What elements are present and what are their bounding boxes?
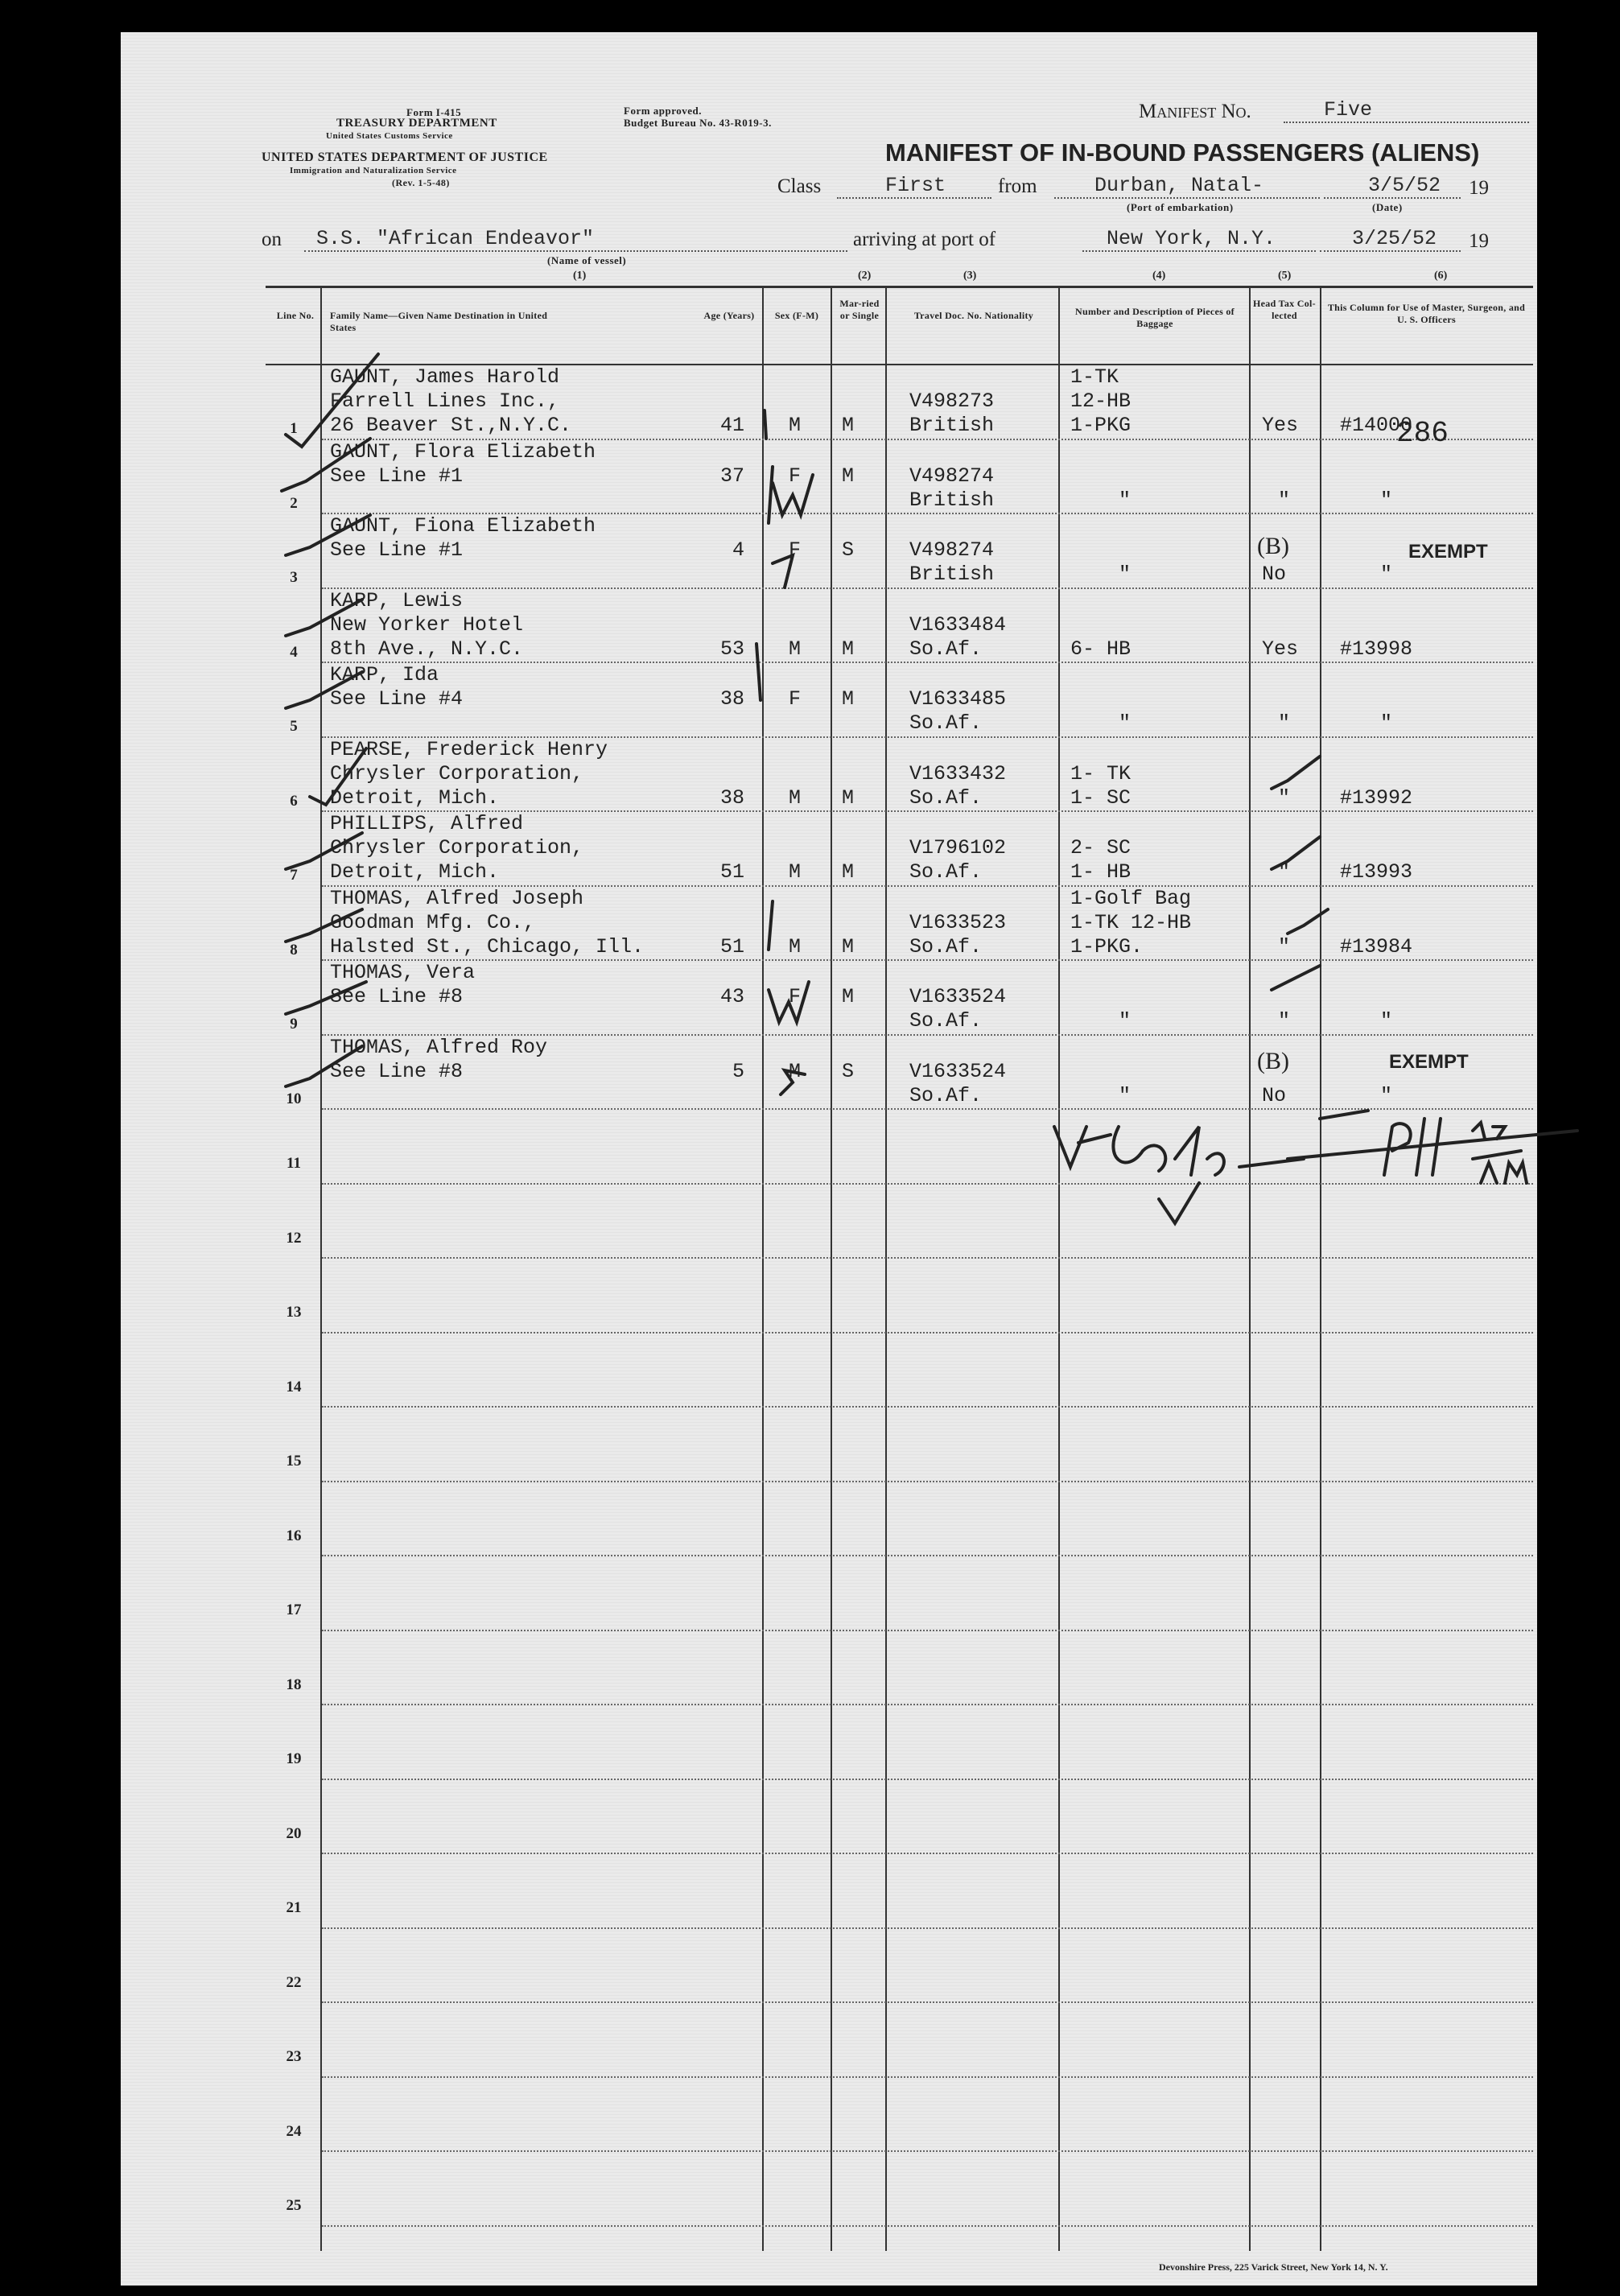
exempt-stamp-row10: EXEMPT — [1389, 1051, 1469, 1073]
line-number: 24 — [286, 2122, 302, 2140]
passenger-name: THOMAS, Alfred Joseph — [330, 886, 584, 910]
col-head-officers: This Column for Use of Master, Surgeon, and U. S. Officers — [1327, 302, 1526, 325]
marital-status: M — [842, 637, 855, 661]
baggage-item: 1-PKG. — [1070, 934, 1144, 958]
baggage-item: 1- TK — [1070, 761, 1132, 785]
travel-doc-number: V1633432 — [909, 761, 1007, 785]
officer-note: " — [1380, 563, 1393, 586]
form-approved: Form approved. — [624, 105, 703, 117]
officer-note: #13992 — [1340, 785, 1413, 810]
baggage-item: " — [1119, 711, 1132, 735]
sex-value: M — [789, 637, 802, 661]
form-number: Form I-415 — [406, 106, 462, 118]
marital-status: M — [842, 860, 855, 884]
destination-line: See Line #8 — [330, 985, 464, 1008]
margin-tick — [769, 901, 773, 950]
form-revision: (Rev. 1-5-48) — [392, 177, 450, 188]
baggage-item: " — [1119, 563, 1132, 586]
age-value: 38 — [719, 785, 744, 810]
age-value: 5 — [732, 1059, 744, 1083]
age-value: 43 — [719, 985, 744, 1008]
marital-status: M — [842, 934, 855, 958]
head-tax-value: " — [1278, 785, 1291, 810]
marital-status: M — [842, 414, 855, 437]
passenger-name: KARP, Lewis — [330, 588, 464, 612]
budget-bureau: Budget Bureau No. 43-R019-3. — [624, 117, 772, 129]
b-mark-row3: (B) — [1257, 533, 1289, 559]
port-embarkation-value: Durban, Natal- — [1054, 174, 1320, 199]
line-number: 9 — [290, 1016, 298, 1033]
head-tax-value: Yes — [1262, 637, 1299, 661]
nationality: So.Af. — [909, 711, 983, 735]
baggage-item: " — [1119, 1083, 1132, 1107]
baggage-item: 1-Golf Bag — [1070, 886, 1192, 910]
sex-value: M — [789, 1059, 802, 1083]
destination-line: Chrysler Corporation, — [330, 836, 584, 859]
baggage-item: " — [1119, 488, 1132, 512]
line-number: 16 — [286, 1527, 302, 1544]
date-caption: (Date) — [1372, 201, 1403, 213]
check-mark — [286, 515, 370, 555]
line-number: 7 — [290, 867, 298, 884]
col-head-baggage: Number and Description of Pieces of Baggage — [1075, 306, 1235, 329]
line-number: 17 — [286, 1601, 302, 1618]
destination-line: Farrell Lines Inc., — [330, 390, 560, 413]
sex-value: F — [789, 464, 802, 488]
sex-value: F — [789, 985, 802, 1008]
col-num-2: (2) — [858, 270, 872, 282]
destination-line: New Yorker Hotel — [330, 612, 524, 637]
initial-d — [773, 555, 793, 587]
nationality: So.Af. — [909, 934, 983, 958]
head-tax-value: " — [1278, 711, 1291, 735]
col-head-sex: Sex (F-M) — [774, 310, 819, 321]
officer-checkmark — [1272, 756, 1320, 789]
class-value: First — [837, 174, 991, 199]
head-tax-value: " — [1278, 1009, 1291, 1033]
officer-note: #13998 — [1340, 637, 1413, 661]
check-mark — [286, 672, 362, 708]
line-number: 10 — [286, 1090, 302, 1107]
baggage-item: " — [1119, 1009, 1132, 1033]
age-value: 41 — [719, 414, 744, 437]
destination-line: Chrysler Corporation, — [330, 761, 584, 785]
line-number: 14 — [286, 1378, 302, 1395]
line-number: 21 — [286, 1899, 302, 1916]
on-label: on — [262, 229, 282, 250]
passenger-name: PHILLIPS, Alfred — [330, 812, 524, 835]
age-value: 4 — [732, 538, 744, 562]
head-tax-value: Yes — [1262, 414, 1299, 437]
age-value: 51 — [719, 934, 744, 958]
line-number: 20 — [286, 1824, 302, 1842]
check-mark — [286, 909, 362, 942]
nationality: So.Af. — [909, 860, 983, 884]
margin-tick — [769, 467, 773, 523]
officer-checkmark — [1272, 837, 1320, 869]
passenger-name: KARP, Ida — [330, 663, 439, 686]
officer-note: #13993 — [1340, 860, 1413, 884]
officer-note: " — [1380, 1083, 1393, 1107]
travel-doc-number: V498274 — [909, 538, 995, 562]
vessel-caption: (Name of vessel) — [547, 254, 627, 266]
baggage-item: 1-PKG — [1070, 414, 1132, 437]
line-number: 1 — [290, 420, 298, 437]
line-number: 25 — [286, 2197, 302, 2214]
col-head-head-tax: Head Tax Col-lected — [1253, 298, 1316, 321]
nationality: British — [909, 488, 995, 512]
baggage-item: 1- HB — [1070, 860, 1132, 884]
age-value: 53 — [719, 637, 744, 661]
arrival-date-value: 3/25/52 — [1320, 227, 1461, 252]
head-tax-value: " — [1278, 488, 1291, 512]
passenger-name: GAUNT, Flora Elizabeth — [330, 439, 596, 464]
nationality: So.Af. — [909, 1083, 983, 1107]
sex-value: M — [789, 785, 802, 810]
travel-doc-number: V1633484 — [909, 612, 1007, 637]
age-value: 38 — [719, 687, 744, 711]
line-number: 22 — [286, 1973, 302, 1991]
line-number: 12 — [286, 1229, 302, 1247]
travel-doc-number: V1633524 — [909, 985, 1007, 1008]
destination-line: Detroit, Mich. — [330, 860, 500, 884]
col-num-1: (1) — [573, 270, 587, 282]
check-mark — [282, 439, 370, 491]
officer-checkmark — [1288, 909, 1328, 934]
travel-doc-number: V1633485 — [909, 687, 1007, 711]
officer-note: " — [1380, 711, 1393, 735]
passenger-name: THOMAS, Vera — [330, 961, 476, 984]
line-number: 18 — [286, 1676, 302, 1693]
nationality: British — [909, 563, 995, 586]
sex-value: M — [789, 414, 802, 437]
time-annotation — [1473, 1123, 1527, 1183]
line-number: 15 — [286, 1453, 302, 1470]
nationality: So.Af. — [909, 785, 983, 810]
signature — [1054, 1111, 1577, 1175]
b-mark-row10: (B) — [1257, 1048, 1289, 1074]
signature-check — [1159, 1183, 1199, 1223]
class-label: Class — [777, 175, 822, 197]
sex-value: M — [789, 934, 802, 958]
nationality: So.Af. — [909, 1009, 983, 1033]
passenger-name: PEARSE, Frederick Henry — [330, 737, 608, 761]
marital-status: M — [842, 687, 855, 711]
treasury-dept: TREASURY DEPARTMENT — [336, 117, 497, 130]
line-number: 3 — [290, 569, 298, 586]
initial-w — [769, 982, 809, 1022]
marital-status: M — [842, 464, 855, 488]
head-tax-value: No — [1262, 563, 1287, 586]
check-mark — [310, 748, 366, 805]
arriving-label: arriving at port of — [853, 229, 996, 250]
line-number: 6 — [290, 792, 298, 810]
destination-line: See Line #1 — [330, 538, 464, 562]
age-value: 37 — [719, 464, 744, 488]
passenger-name: GAUNT, James Harold — [330, 365, 560, 389]
manifest-no-value: Five — [1284, 98, 1529, 123]
col-num-6: (6) — [1434, 270, 1448, 282]
baggage-item: 1-TK — [1070, 365, 1119, 389]
year-label: 19 — [1469, 177, 1489, 199]
nationality: So.Af. — [909, 637, 983, 661]
travel-doc-number: V498273 — [909, 390, 995, 413]
head-tax-value: " — [1278, 860, 1291, 884]
destination-line: See Line #4 — [330, 687, 464, 711]
destination-line: See Line #8 — [330, 1059, 464, 1083]
col-num-4: (4) — [1152, 270, 1166, 282]
travel-doc-number: V1633524 — [909, 1059, 1007, 1083]
travel-doc-number: V498274 — [909, 464, 995, 488]
check-mark — [286, 354, 378, 447]
justice-dept: UNITED STATES DEPARTMENT OF JUSTICE — [262, 150, 548, 164]
arrival-port-value: New York, N.Y. — [1082, 227, 1316, 252]
initial-s — [781, 1070, 805, 1094]
marital-status: M — [842, 985, 855, 1008]
age-value: 51 — [719, 860, 744, 884]
check-mark — [286, 600, 362, 636]
check-mark — [286, 1046, 362, 1086]
col-num-5: (5) — [1278, 270, 1292, 282]
baggage-item: 2- SC — [1070, 836, 1132, 859]
nationality: British — [909, 414, 995, 437]
ins-service: Immigration and Naturalization Service — [290, 166, 457, 175]
head-tax-value: No — [1262, 1083, 1287, 1107]
baggage-item: 1- SC — [1070, 785, 1132, 810]
col-head-married: Mar-ried or Single — [839, 298, 880, 321]
baggage-item: 1-TK 12-HB — [1070, 910, 1192, 934]
margin-tick — [756, 644, 761, 700]
officer-note: " — [1380, 1009, 1393, 1033]
line-number: 19 — [286, 1750, 302, 1767]
col-head-age: Age (Years) — [703, 310, 755, 321]
destination-line: Halsted St., Chicago, Ill. — [330, 934, 645, 958]
line-number: 13 — [286, 1304, 302, 1321]
check-mark — [286, 982, 366, 1014]
port-embarkation-caption: (Port of embarkation) — [1127, 201, 1234, 213]
manifest-title: MANIFEST OF IN-BOUND PASSENGERS (ALIENS) — [885, 138, 1480, 167]
sex-value: F — [789, 538, 802, 562]
sex-value: M — [789, 860, 802, 884]
line-number: 5 — [290, 718, 298, 735]
baggage-item: 6- HB — [1070, 637, 1132, 661]
officer-note: #14000 — [1340, 414, 1413, 437]
destination-line: 8th Ave., N.Y.C. — [330, 637, 524, 661]
vessel-name-value: S.S. "African Endeavor" — [304, 227, 847, 252]
passenger-name: THOMAS, Alfred Roy — [330, 1035, 548, 1059]
col-head-name: Family Name—Given Name Destination in United States — [330, 310, 548, 333]
departure-date-value: 3/5/52 — [1324, 174, 1461, 199]
line-number: 8 — [290, 941, 298, 958]
travel-doc-number: V1633523 — [909, 910, 1007, 934]
destination-line: Detroit, Mich. — [330, 785, 500, 810]
marital-status: S — [842, 1059, 855, 1083]
officer-note: #13984 — [1340, 934, 1413, 958]
initial-w — [773, 475, 813, 515]
line-number: 2 — [290, 494, 298, 512]
exempt-stamp-row3: EXEMPT — [1408, 541, 1488, 563]
customs-service: United States Customs Service — [326, 131, 453, 141]
passenger-name: GAUNT, Fiona Elizabeth — [330, 514, 596, 538]
travel-doc-number: V1796102 — [909, 836, 1007, 859]
head-tax-value: " — [1278, 934, 1291, 958]
officer-note: " — [1380, 488, 1393, 512]
check-mark — [286, 833, 362, 869]
marital-status: S — [842, 538, 855, 562]
officer-checkmark — [1272, 966, 1320, 990]
destination-line: Goodman Mfg. Co., — [330, 910, 536, 934]
printer-imprint: Devonshire Press, 225 Varick Street, New York 14, N. Y. — [1159, 2261, 1388, 2273]
year-label-2: 19 — [1469, 230, 1489, 252]
col-num-3: (3) — [963, 270, 977, 282]
destination-line: See Line #1 — [330, 464, 464, 488]
col-head-line-no: Line No. — [276, 310, 315, 321]
line-number: 11 — [286, 1155, 301, 1172]
manifest-no-label: Manifest No. — [1139, 101, 1251, 122]
from-label: from — [998, 175, 1037, 197]
sex-value: F — [789, 687, 802, 711]
baggage-item: 12-HB — [1070, 390, 1132, 413]
margin-tick — [765, 410, 766, 439]
col-head-travel-doc: Travel Doc. No. Nationality — [913, 310, 1034, 321]
stamp-number: 286 — [1396, 417, 1449, 450]
marital-status: M — [842, 785, 855, 810]
line-number: 4 — [290, 643, 298, 661]
destination-line: 26 Beaver St.,N.Y.C. — [330, 414, 572, 437]
line-number: 23 — [286, 2048, 302, 2065]
